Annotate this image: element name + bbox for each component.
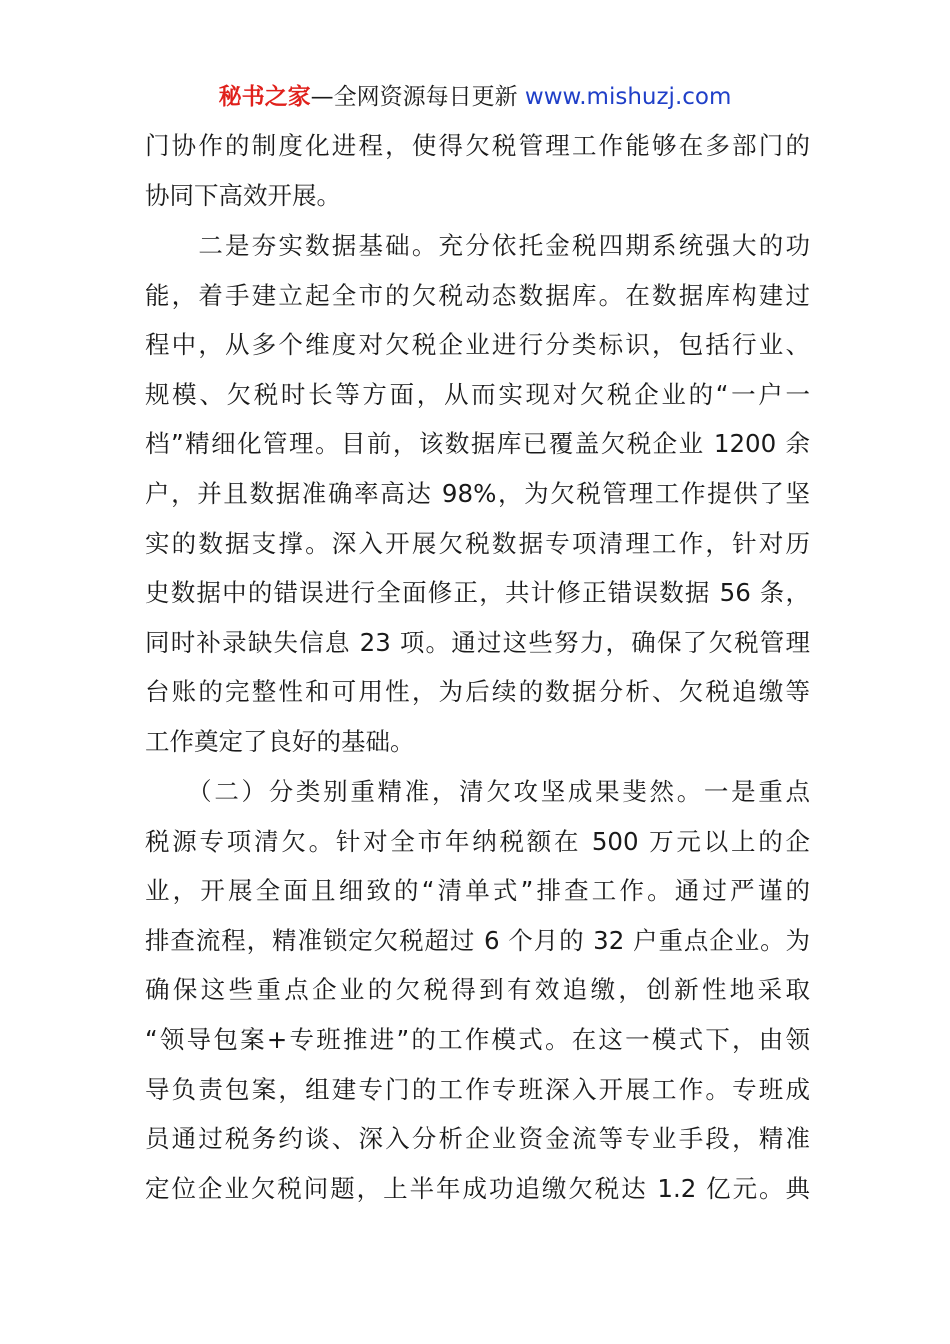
body-line-6: 规模、欠税时长等方面，从而实现对欠税企业的“一户一 (145, 380, 810, 409)
body-line-13: 工作奠定了良好的基础。 (145, 727, 415, 756)
body-line-4: 能，着手建立起全市的欠税动态数据库。在数据库构建过 (145, 281, 810, 310)
body-line-1: 门协作的制度化进程，使得欠税管理工作能够在多部门的 (145, 131, 810, 160)
site-tagline: —全网资源每日更新 (310, 84, 525, 110)
body-line-2: 协同下高效开展。 (145, 181, 341, 210)
body-line-21: 员通过税务约谈、深入分析企业资金流等专业手段，精准 (145, 1124, 810, 1153)
body-line-17: 排查流程，精准锁定欠税超过 6 个月的 32 户重点企业。为 (145, 926, 810, 955)
site-url-link[interactable]: www.mishuzj.com (524, 84, 732, 110)
body-line-18: 确保这些重点企业的欠税得到有效追缴，创新性地采取 (145, 975, 810, 1004)
body-line-3: 二是夯实数据基础。充分依托金税四期系统强大的功 (145, 231, 810, 260)
body-line-7: 档”精细化管理。目前，该数据库已覆盖欠税企业 1200 余 (145, 429, 810, 458)
body-line-8: 户，并且数据准确率高达 98%，为欠税管理工作提供了坚 (145, 479, 810, 508)
body-line-20: 导负责包案，组建专门的工作专班深入开展工作。专班成 (145, 1075, 810, 1104)
body-line-12: 台账的完整性和可用性，为后续的数据分析、欠税追缴等 (145, 677, 810, 706)
body-line-15: 税源专项清欠。针对全市年纳税额在 500 万元以上的企 (145, 827, 810, 856)
body-line-19: “领导包案+专班推进”的工作模式。在这一模式下，由领 (145, 1025, 810, 1054)
body-line-5: 程中，从多个维度对欠税企业进行分类标识，包括行业、 (145, 330, 810, 359)
site-brand: 秘书之家 (218, 84, 311, 110)
body-line-14: （二）分类别重精准，清欠攻坚成果斐然。一是重点 (145, 777, 810, 806)
body-line-22: 定位企业欠税问题，上半年成功追缴欠税达 1.2 亿元。典 (145, 1174, 810, 1203)
body-line-11: 同时补录缺失信息 23 项。通过这些努力，确保了欠税管理 (145, 628, 810, 657)
body-line-9: 实的数据支撑。深入开展欠税数据专项清理工作，针对历 (145, 529, 810, 558)
body-line-16: 业，开展全面且细致的“清单式”排查工作。通过严谨的 (145, 876, 810, 905)
page-header (0, 80, 950, 114)
body-line-10: 史数据中的错误进行全面修正，共计修正错误数据 56 条， (145, 578, 810, 607)
